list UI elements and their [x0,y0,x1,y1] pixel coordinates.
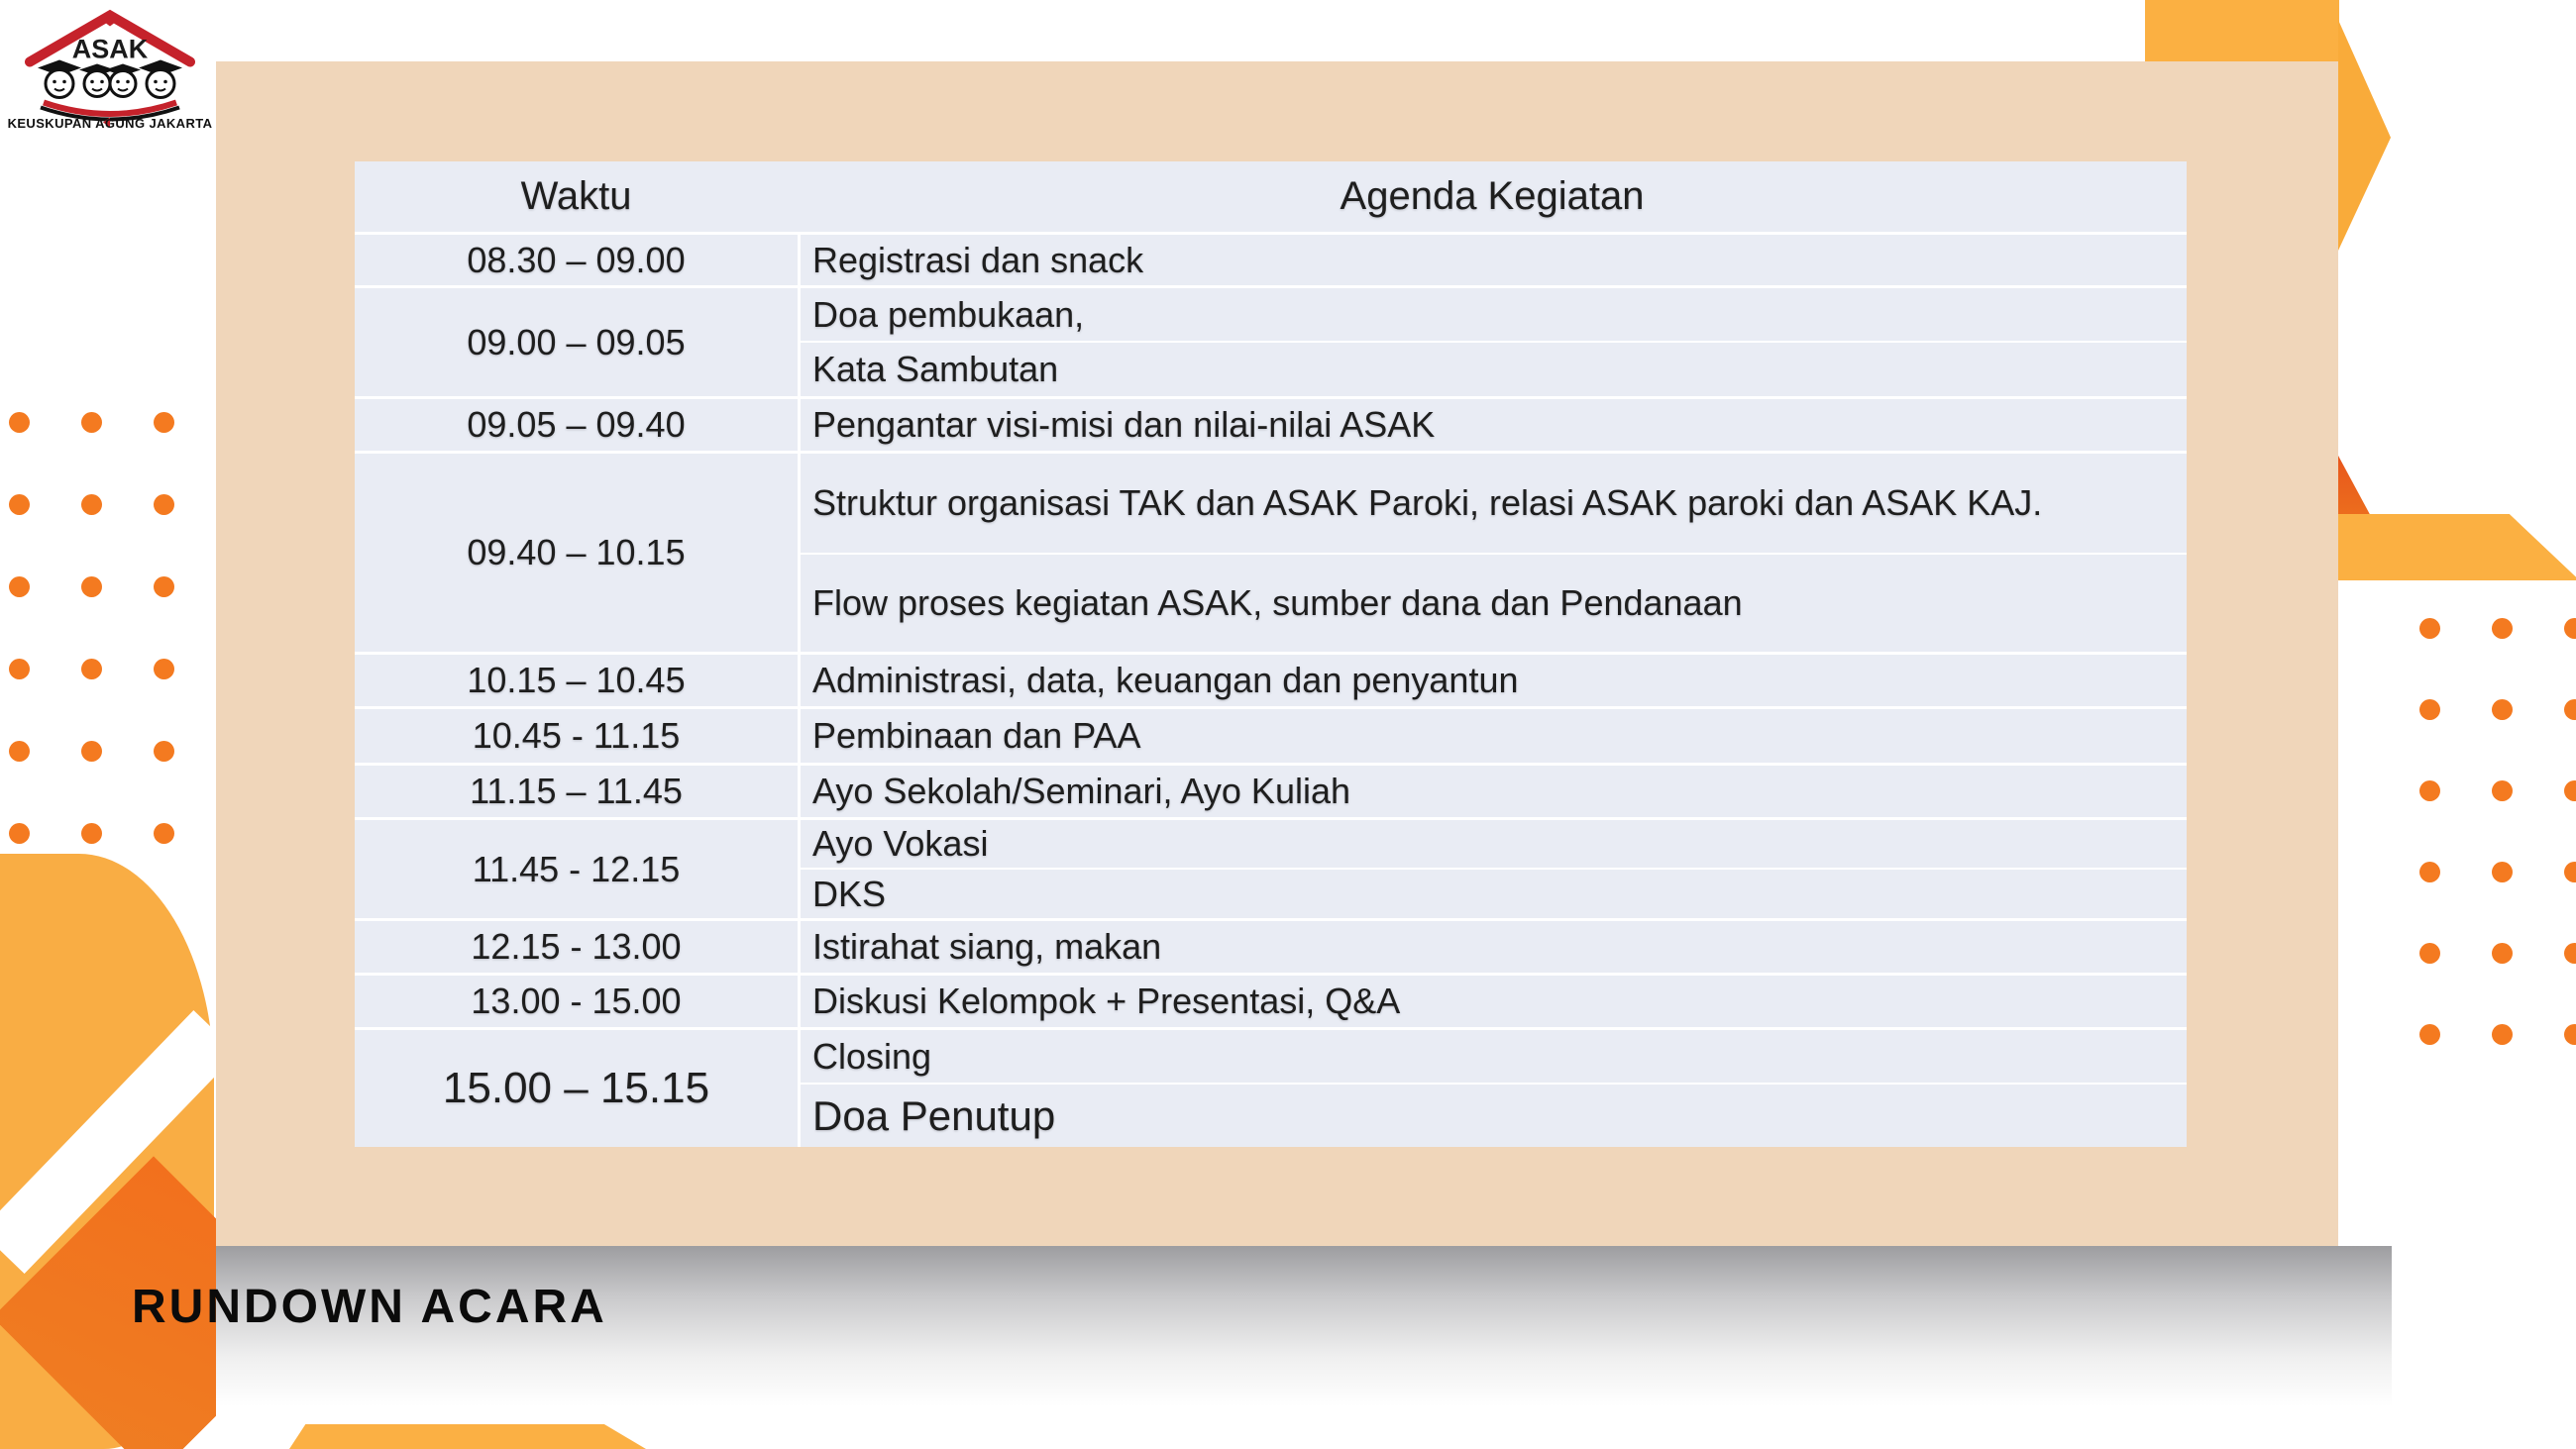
orange-dot [2419,1024,2440,1045]
orange-dot [2564,699,2576,720]
table-row [355,918,2187,973]
table-header-row [355,161,2187,232]
left-dots-pattern [9,412,174,844]
slide-title: RUNDOWN ACARA [132,1281,607,1333]
orange-dot [2564,862,2576,882]
time-cell: 12.15 - 13.00 [355,918,798,973]
time-cell: 11.45 - 12.15 [355,817,798,918]
orange-dot [9,823,30,844]
top-right-arrow-shape [2145,0,2339,62]
orange-dot [154,494,174,515]
table-row [355,396,2187,451]
header-agenda: Agenda Kegiatan [1340,174,1645,218]
table-row [355,706,2187,763]
time-cell: 10.45 - 11.15 [355,706,798,763]
header-waktu: Waktu [520,174,632,218]
orange-dot [81,412,102,433]
logo-tagline: KEUSKUPAN AGUNG JAKARTA [7,116,213,131]
card-shadow-gradient [216,1246,2392,1424]
agenda-cell: Closing [798,1027,2187,1083]
orange-dot [81,741,102,762]
time-cell: 11.15 – 11.45 [355,763,798,817]
agenda-cell: Struktur organisasi TAK dan ASAK Paroki, relasi ASAK paroki dan ASAK KAJ. [798,451,2187,553]
orange-dot [81,659,102,679]
agenda-cell: Pengantar visi-misi dan nilai-nilai ASAK [798,396,2187,451]
orange-dot [2492,943,2513,964]
orange-dot [2492,862,2513,882]
right-dots-pattern [2419,618,2576,1045]
agenda-cell: Doa Penutup [798,1083,2187,1147]
orange-dot [2419,780,2440,801]
agenda-cell: Istirahat siang, makan [798,918,2187,973]
orange-dot [2564,618,2576,639]
agenda-cell: Ayo Vokasi [798,817,2187,868]
orange-dot [2492,780,2513,801]
agenda-cell: Ayo Sekolah/Seminari, Ayo Kuliah [798,763,2187,817]
table-row [355,232,2187,285]
table-row [355,973,2187,1027]
orange-dot [2419,699,2440,720]
agenda-cell: Pembinaan dan PAA [798,706,2187,763]
orange-dot [2564,943,2576,964]
logo-title: ASAK [71,34,149,64]
orange-dot [9,412,30,433]
orange-dot [2564,780,2576,801]
orange-dot [154,576,174,597]
orange-dot [2492,1024,2513,1045]
orange-dot [2492,699,2513,720]
agenda-cell: Kata Sambutan [798,341,2187,396]
orange-dot [81,823,102,844]
orange-dot [81,494,102,515]
orange-dot [81,576,102,597]
orange-dot [2419,618,2440,639]
agenda-cell: Diskusi Kelompok + Presentasi, Q&A [798,973,2187,1027]
orange-dot [154,659,174,679]
time-cell: 09.05 – 09.40 [355,396,798,451]
agenda-cell: Doa pembukaan, [798,285,2187,341]
time-cell: 09.40 – 10.15 [355,451,798,652]
rundown-table [355,161,2187,1147]
orange-dot [9,659,30,679]
orange-dot [154,412,174,433]
top-right-arrow-tip [2338,20,2391,251]
time-cell: 15.00 – 15.15 [355,1027,798,1147]
orange-dot [2492,618,2513,639]
time-cell: 10.15 – 10.45 [355,652,798,706]
logo-kids-faces [46,70,174,98]
table-row [355,763,2187,817]
table-row [355,1027,2187,1083]
table-row [355,817,2187,868]
agenda-cell: Registrasi dan snack [798,232,2187,285]
orange-dot [154,823,174,844]
time-cell: 09.00 – 09.05 [355,285,798,396]
table-row [355,652,2187,706]
right-yellow-band [2338,514,2576,580]
table-row [355,451,2187,553]
orange-dot [9,576,30,597]
content-card [216,61,2338,1246]
orange-dot [9,741,30,762]
orange-dot [2419,862,2440,882]
table-row [355,285,2187,341]
orange-dot [2564,1024,2576,1045]
agenda-cell: Flow proses kegiatan ASAK, sumber dana dan Pendanaan [798,553,2187,652]
orange-dot [154,741,174,762]
orange-dot [9,494,30,515]
time-cell: 13.00 - 15.00 [355,973,798,1027]
orange-dot [2419,943,2440,964]
time-cell: 08.30 – 09.00 [355,232,798,285]
agenda-cell: Administrasi, data, keuangan dan penyantun [798,652,2187,706]
agenda-cell: DKS [798,868,2187,918]
